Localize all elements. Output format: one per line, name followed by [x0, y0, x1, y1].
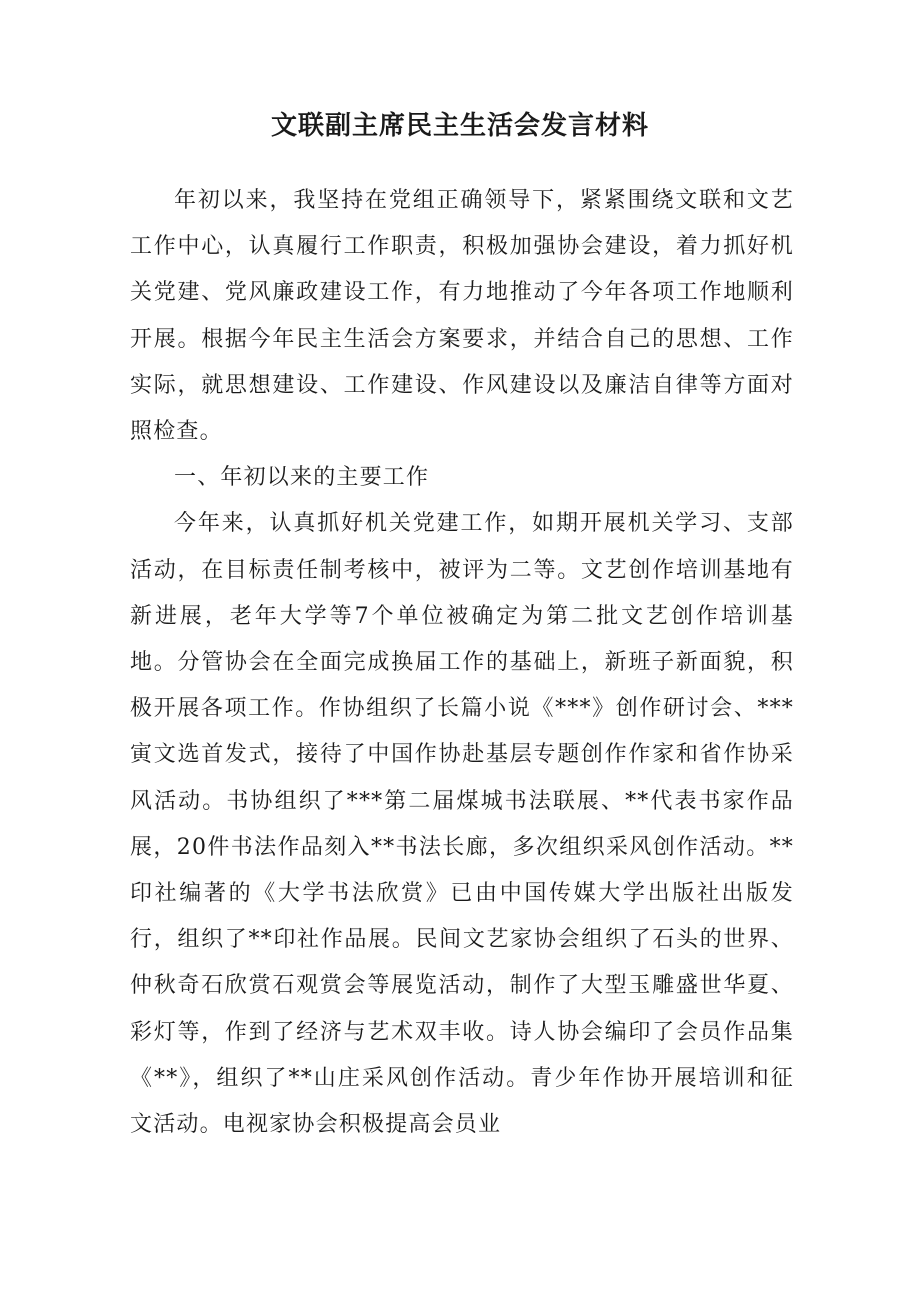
section-heading-main-work: 一、年初以来的主要工作	[174, 465, 430, 491]
document-title: 文联副主席民主生活会发言材料	[270, 111, 649, 141]
document-body	[130, 178, 794, 1148]
paragraph-intro: 年初以来，我坚持在党组正确领导下，紧紧围绕文联和文艺工作中心，认真履行工作职责，积极加强协会建设，着力抓好机关党建、党风廉政建设工作，有力地推动了今年各项工作地顺利开展。根据今年民主生活会方案要求，并结合自己的思想、工作实际，就思想建设、工作建设、作风建设以及廉洁自律等方面对照检查。	[130, 188, 794, 445]
paragraph-main-work: 今年来，认真抓好机关党建工作，如期开展机关学习、支部活动，在目标责任制考核中，被评为二等。文艺创作培训基地有新进展，老年大学等7个单位被确定为第二批文艺创作培训基地。分管协会在全面完成换届工作的基础上，新班子新面貌，积极开展各项工作。作协组织了长篇小说《***》创作研讨会、***寅文选首发式，接待了中国作协赴基层专题创作作家和省作协采风活动。书协组织了***第二届煤城书法联展、**代表书家作品展，20件书法作品刻入**书法长廊，多次组织采风创作活动。**印社编著的《大学书法欣赏》已由中国传媒大学出版社出版发行，组织了**印社作品展。民间文艺家协会组织了石头的世界、仲秋奇石欣赏石观赏会等展览活动，制作了大型玉雕盛世华夏、彩灯等，作到了经济与艺术双丰收。诗人协会编印了会员作品集《**》，组织了**山庄采风创作活动。青少年作协开展培训和征文活动。电视家协会积极提高会员业	[130, 511, 794, 1138]
